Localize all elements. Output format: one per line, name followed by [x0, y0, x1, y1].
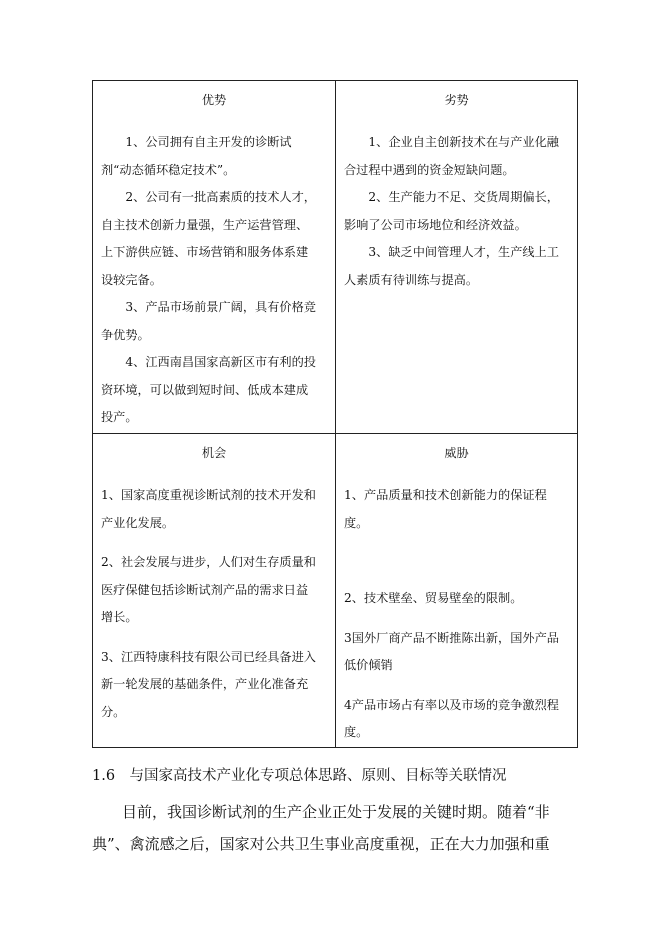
- weaknesses-cell: [336, 81, 578, 434]
- weakness-item-1: 1、企业自主创新技术在与产业化融合过程中遇到的资金短缺问题。: [344, 135, 559, 177]
- weakness-item-2: 2、生产能力不足、交货周期偏长，影响了公司市场地位和经济效益。: [344, 190, 559, 232]
- strength-item-4: 4、江西南昌国家高新区市有利的投资环境，可以做到短时间、低成本建成投产。: [101, 355, 316, 424]
- weaknesses-header: 劣势: [444, 93, 469, 107]
- strengths-header: 优势: [201, 93, 227, 107]
- swot-table: [92, 80, 578, 748]
- section-paragraph: 目前，我国诊断试剂的生产企业正处于发展的关键时期。随着“非典”、禽流感之后，国家对公共卫生事业高度重视，正在大力加强和重: [92, 803, 550, 853]
- opportunities-header: 机会: [201, 446, 227, 460]
- strength-item-1: 1、公司拥有自主开发的诊断试剂“动态循环稳定技术”。: [101, 135, 292, 177]
- weakness-item-3: 3、缺乏中间管理人才，生产线上工人素质有待训练与提高。: [344, 245, 559, 287]
- section-heading: 1.6 与国家高技术产业化专项总体思路、原则、目标等关联情况: [92, 768, 507, 784]
- opportunity-item-2: 2、社会发展与进步，人们对生存质量和医疗保健包括诊断试剂产品的需求日益增长。: [101, 555, 316, 624]
- opportunity-item-1: 1、国家高度重视诊断试剂的技术开发和产业化发展。: [101, 488, 316, 530]
- strengths-cell: [93, 81, 336, 434]
- threats-cell: [336, 434, 578, 748]
- opportunities-cell: [93, 434, 336, 748]
- threat-item-1: 1、产品质量和技术创新能力的保证程度。: [344, 488, 547, 530]
- opportunity-item-3: 3、江西特康科技有限公司已经具备进入新一轮发展的基础条件，产业化准备充分。: [101, 649, 316, 719]
- threat-item-4: 4产品市场占有率以及市场的竞争激烈程度。: [344, 697, 559, 739]
- strength-item-3: 3、产品市场前景广阔，具有价格竞争优势。: [101, 300, 316, 342]
- threat-item-3: 3国外厂商产品不断推陈出新，国外产品低价倾销: [344, 630, 559, 672]
- strength-item-2: 2、公司有一批高素质的技术人才，自主技术创新力量强，生产运营管理、上下游供应链、市场营销和服务体系建设较完备。: [101, 190, 316, 287]
- threats-header: 威胁: [444, 446, 469, 460]
- threat-item-2: 2、技术壁垒、贸易壁垒的限制。: [344, 591, 523, 605]
